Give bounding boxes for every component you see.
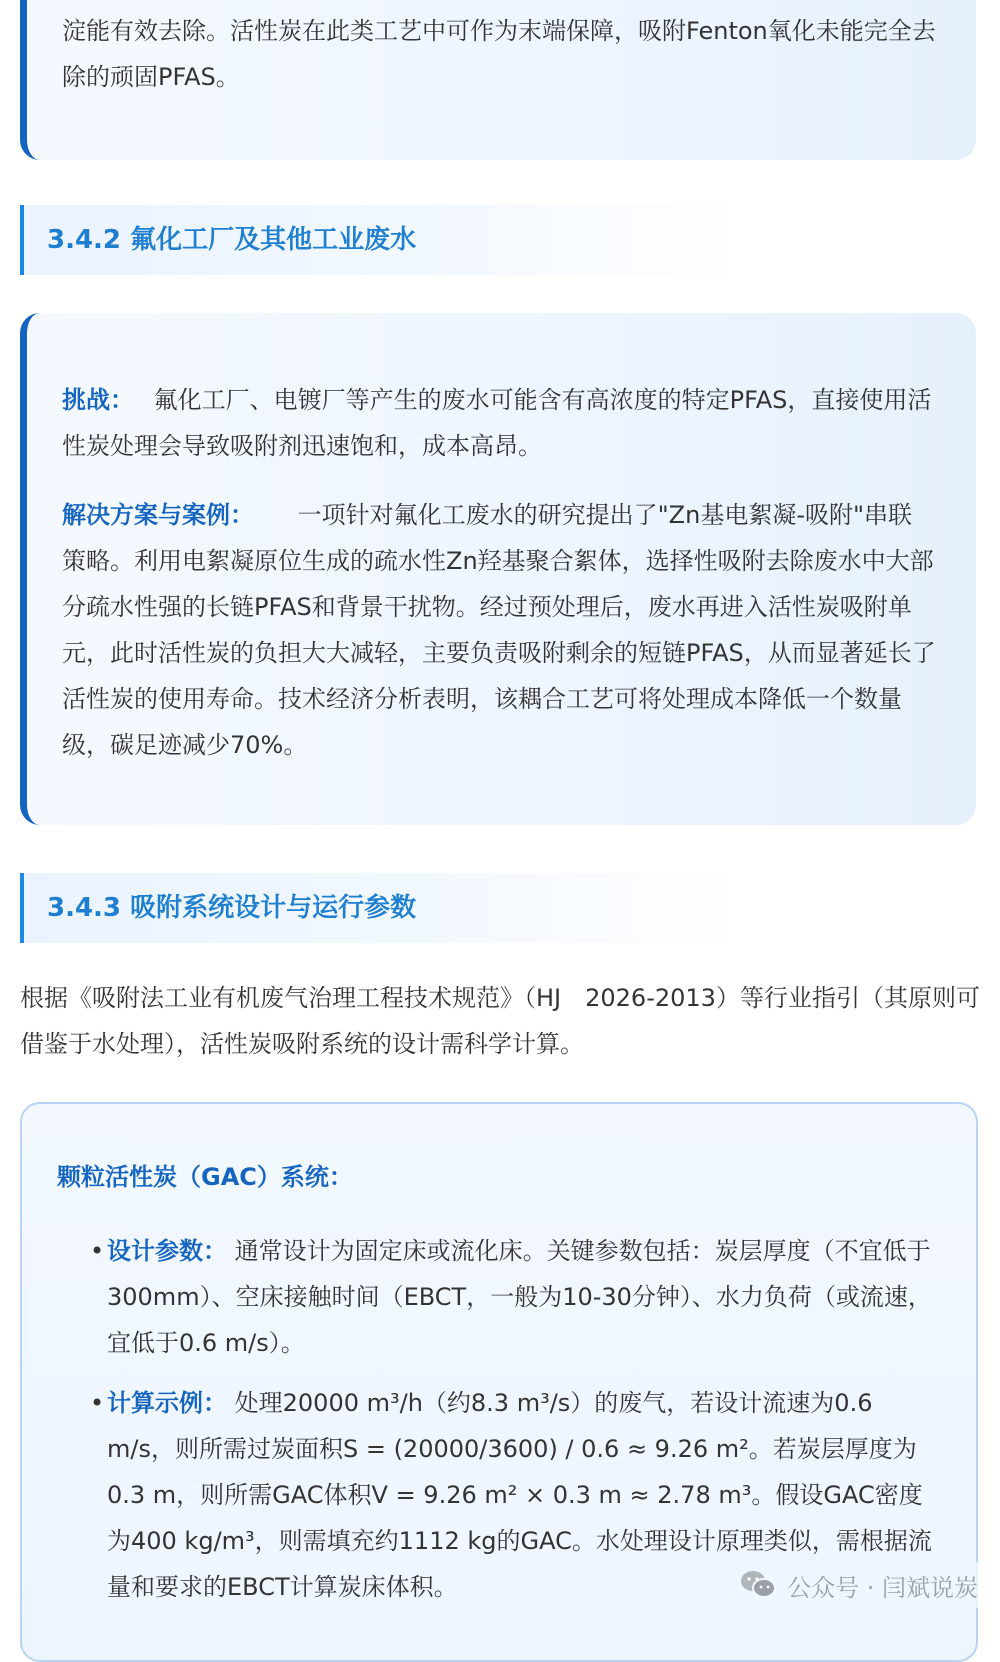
solution-text: 一项针对氟化工废水的研究提出了"Zn基电絮凝-吸附"串联策略。利用电絮凝原位生成的疏水性Zn羟基聚合絮体，选择性吸附去除废水中大部分疏水性强的长链PFAS和背景干扰物。经过预处理后，废水再进入活性炭吸附单元，此时活性炭的负担大大减轻，主要负责吸附剩余的短链PFAS，从而显著延长了活性炭的使用寿命。技术经济分析表明，该耦合工艺可将处理成本降低一个数量级，碳足迹减少70%。 (62, 501, 936, 759)
section-heading-3-4-2: 3.4.2 氟化工厂及其他工业废水 (20, 205, 750, 275)
challenge-label: 挑战： (62, 386, 122, 414)
bullet-label: 设计参数： (107, 1237, 227, 1265)
wechat-icon (739, 1569, 777, 1601)
bullet-text: 通常设计为固定床或流化床。关键参数包括：炭层厚度（不宜低于300mm）、空床接触时间（EBCT，一般为10-30分钟）、水力负荷（或流速，宜低于0.6 m/s）。 (107, 1237, 932, 1357)
challenge-paragraph (62, 377, 936, 469)
previous-section-card (20, 0, 976, 160)
bullet-dot-icon: • (90, 1389, 105, 1417)
watermark (733, 1562, 978, 1608)
fluoride-wastewater-card (20, 313, 976, 825)
bullet-label: 计算示例： (107, 1389, 227, 1417)
card-paragraph: 淀能有效去除。活性炭在此类工艺中可作为末端保障，吸附Fenton氧化未能完全去除的顽固PFAS。 (62, 17, 936, 91)
gac-card-title: 颗粒活性炭（GAC）系统： (57, 1163, 353, 1191)
bullet-text: 处理20000 m³/h（约8.3 m³/s）的废气，若设计流速为0.6 m/s，则所需过炭面积S = (20000/3600) / 0.6 ≈ 9.26 m²。若炭层厚度为0.3 m，则所需GAC体积V = 9.26 m² × 0.3 m ≈ 2.78 m³。假设GAC密度为400 kg/m³，则需填充约1112 kg的GAC。水处理设计原理类似，需根据流量和要求的EBCT计算炭床体积。 (107, 1389, 932, 1601)
solution-paragraph (62, 492, 936, 768)
watermark-text: 公众号 · 闫斌说炭 (787, 1573, 978, 1602)
solution-label: 解决方案与案例： (62, 501, 242, 529)
bullet-design-parameters (57, 1228, 936, 1366)
section-heading-3-4-3: 3.4.3 吸附系统设计与运行参数 (20, 873, 750, 943)
intro-paragraph: 根据《吸附法工业有机废气治理工程技术规范》（HJ 2026-2013）等行业指引（其原则可借鉴于水处理），活性炭吸附系统的设计需科学计算。 (20, 984, 980, 1058)
bullet-dot-icon: • (90, 1237, 105, 1265)
challenge-text: 氟化工厂、电镀厂等产生的废水可能含有高浓度的特定PFAS，直接使用活性炭处理会导致吸附剂迅速饱和，成本高昂。 (62, 386, 932, 460)
